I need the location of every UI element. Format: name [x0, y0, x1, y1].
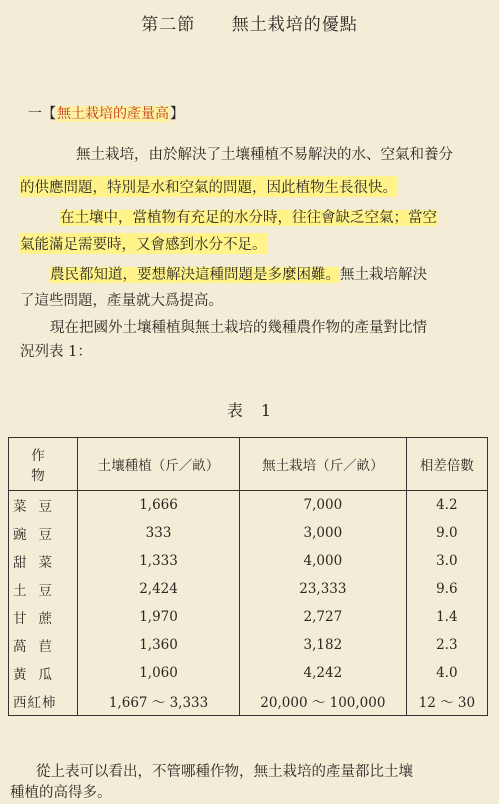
- soilless-yield-cell: 4,000: [240, 547, 407, 575]
- crop-cell: 萵苣: [9, 631, 78, 659]
- column-header-ratio: 相差倍數: [406, 438, 487, 491]
- crop-cell: 黃瓜: [9, 659, 78, 687]
- crop-cell: 土豆: [9, 575, 78, 603]
- paragraph-line: 了這些問題，產量就大爲提高。: [20, 293, 223, 309]
- subsection-heading: [28, 103, 184, 123]
- paragraph-line: 況列表 1：: [20, 344, 92, 360]
- paragraph-line: [50, 263, 427, 284]
- section-title: 無土栽培的優點: [231, 15, 358, 35]
- section-number: 第二節: [141, 15, 196, 35]
- ratio-cell: 9.0: [406, 519, 487, 547]
- crop-cell: 西紅柿: [9, 687, 78, 716]
- soilless-yield-cell: 23,333: [240, 575, 407, 603]
- soilless-yield-cell: 3,182: [240, 631, 407, 659]
- column-header-crop: 作 物: [9, 438, 78, 491]
- soil-yield-cell: 2,424: [78, 575, 240, 603]
- table-header-row: [9, 438, 488, 491]
- heading-prefix: 一【: [28, 106, 56, 122]
- paragraph-line-highlighted: 的供應問題，特別是水和空氣的問題，因此植物生長很快。: [20, 176, 397, 197]
- soil-yield-cell: 1,666: [78, 491, 240, 520]
- crop-cell: 豌豆: [9, 519, 78, 547]
- soil-yield-cell: 1,333: [78, 547, 240, 575]
- table-row: [9, 547, 488, 575]
- soil-yield-cell: 1,360: [78, 631, 240, 659]
- soilless-yield-cell: 7,000: [240, 491, 407, 520]
- plain-text: 無土栽培解決: [340, 267, 427, 283]
- soilless-yield-cell: 2,727: [240, 603, 407, 631]
- paragraph-line-highlighted: 氣能滿足需要時，又會感到水分不足。: [20, 233, 267, 254]
- heading-suffix: 】: [170, 106, 184, 122]
- table-row: [9, 659, 488, 687]
- highlighted-text: 農民都知道，要想解決這種問題是多麼困難。: [50, 267, 340, 283]
- column-header-soilless: 無土栽培（斤／畝）: [240, 438, 407, 491]
- ratio-cell: 4.2: [406, 491, 487, 520]
- conclusion-line-2: 種植的高得多。: [10, 785, 112, 801]
- soilless-yield-cell: 3,000: [240, 519, 407, 547]
- soil-yield-cell: 333: [78, 519, 240, 547]
- highlighted-text: 在土壤中，當植物有充足的水分時，往往會缺乏空氣；當空: [60, 210, 437, 226]
- page-title: [0, 10, 499, 35]
- table-row: [9, 631, 488, 659]
- crop-cell: 菜豆: [9, 491, 78, 520]
- crop-cell: 甘蔗: [9, 603, 78, 631]
- paragraph-line: 現在把國外土壤種植與無土栽培的幾種農作物的產量對比情: [50, 320, 427, 336]
- table-row: [9, 687, 488, 716]
- table-row: [9, 491, 488, 520]
- ratio-cell: 4.0: [406, 659, 487, 687]
- soilless-yield-cell: 4,242: [240, 659, 407, 687]
- soil-yield-cell: 1,060: [78, 659, 240, 687]
- table-row: [9, 603, 488, 631]
- ratio-cell: 2.3: [406, 631, 487, 659]
- crop-cell: 甜菜: [9, 547, 78, 575]
- soil-yield-cell: 1,970: [78, 603, 240, 631]
- table-caption: [0, 398, 499, 421]
- ratio-cell: 9.6: [406, 575, 487, 603]
- table-caption-text: 表 1: [226, 401, 273, 420]
- heading-text: 無土栽培的產量高: [57, 106, 169, 122]
- soil-yield-cell: 1,667 ～ 3,333: [78, 687, 240, 716]
- ratio-cell: 3.0: [406, 547, 487, 575]
- ratio-cell: 12 ～ 30: [406, 687, 487, 716]
- paragraph-line: 無土栽培，由於解決了土壤種植不易解決的水、空氣和養分: [76, 147, 453, 163]
- ratio-cell: 1.4: [406, 603, 487, 631]
- yield-comparison-table: [8, 437, 488, 716]
- soilless-yield-cell: 20,000 ～ 100,000: [240, 687, 407, 716]
- table-row: [9, 575, 488, 603]
- column-header-soil: 土壤種植（斤／畝）: [78, 438, 240, 491]
- paragraph-line: [60, 206, 437, 227]
- table-row: [9, 519, 488, 547]
- conclusion-line-1: 從上表可以看出，不管哪種作物，無土栽培的產量都比土壤: [36, 764, 413, 780]
